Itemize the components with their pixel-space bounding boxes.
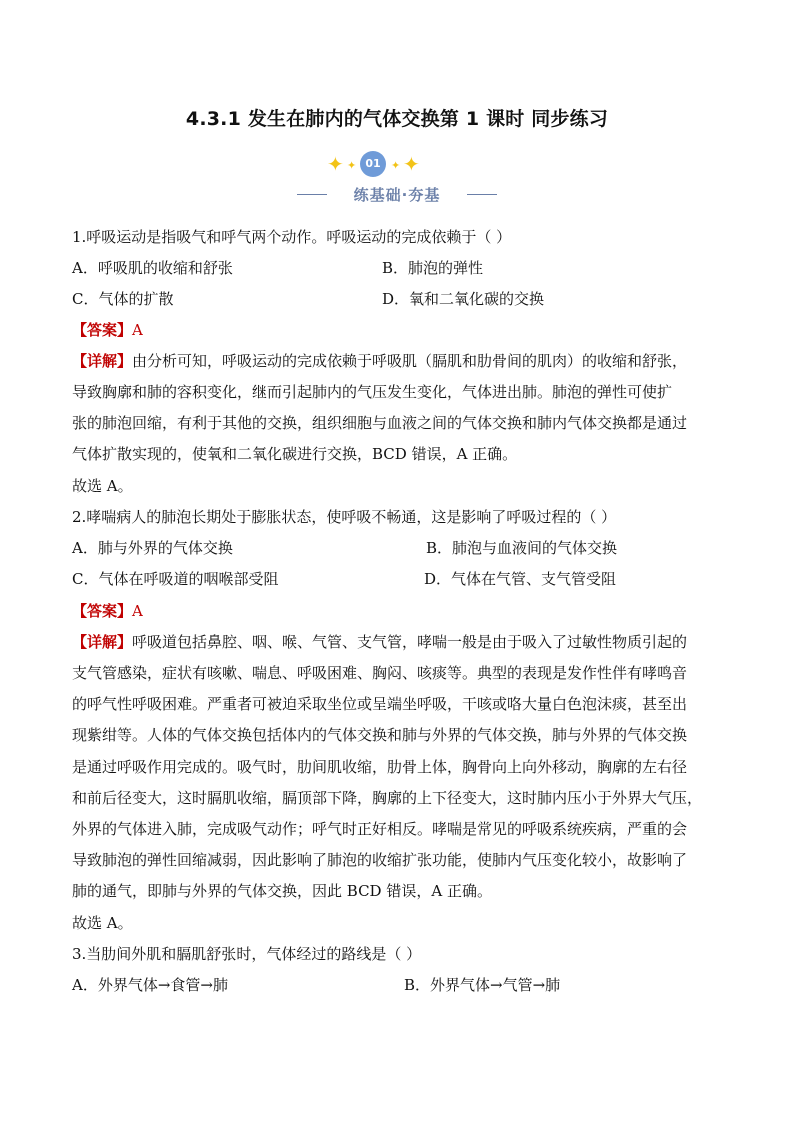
answer-value: A: [132, 602, 143, 620]
detail-line: 和前后径变大，这时膈肌收缩，膈顶部下降，胸廓的上下径变大，这时肺内压小于外界大气压，: [72, 789, 703, 807]
answer-tag: 【答案】: [72, 321, 133, 339]
detail-line: 气体扩散实现的，使氧和二氧化碳进行交换，BCD 错误，A 正确。: [72, 445, 518, 463]
question-stem: 2.哮喘病人的肺泡长期处于膨胀状态，使呼吸不畅通，这是影响了呼吸过程的（ ）: [72, 508, 617, 526]
detail-line: 的呼气性呼吸困难。严重者可被迫采取坐位或呈端坐呼吸，干咳或咯大量白色泡沫痰，甚至出: [72, 695, 688, 713]
section-number-badge: 01: [360, 151, 386, 177]
option-a: A．外界气体→食管→肺: [72, 976, 228, 994]
sparkle-icon: ✦: [327, 152, 344, 176]
detail-tag: 【详解】: [72, 352, 133, 370]
option-b: B．肺泡的弹性: [382, 259, 484, 277]
section-banner: [297, 148, 497, 204]
option-c: C．气体的扩散: [72, 290, 174, 308]
divider: [467, 194, 497, 195]
detail-line: 现紫绀等。人体的气体交换包括体内的气体交换和肺与外界的气体交换，肺与外界的气体交换: [72, 726, 688, 744]
detail-line: 支气管感染，症状有咳嗽、喘息、呼吸困难、胸闷、咳痰等。典型的表现是发作性伴有哮鸣音: [72, 664, 688, 682]
conclusion: 故选 A。: [72, 914, 133, 932]
sparkle-icon: ✦: [391, 159, 401, 172]
answer-tag: 【答案】: [72, 602, 133, 620]
answer-line: [72, 601, 143, 621]
detail-line: 外界的气体进入肺，完成吸气动作；呼气时正好相反。哮喘是常见的呼吸系统疾病，严重的会: [72, 820, 688, 838]
section-subtitle: 练基础·夯基: [353, 186, 441, 204]
option-d: D．氧和二氧化碳的交换: [382, 290, 545, 308]
sparkle-icon: ✦: [347, 159, 357, 172]
option-b: B．外界气体→气管→肺: [404, 976, 561, 994]
sparkle-icon: ✦: [403, 152, 420, 176]
divider: [297, 194, 327, 195]
detail-line: 【详解】呼吸道包括鼻腔、咽、喉、气管、支气管，哮喘一般是由于吸入了过敏性物质引起的: [72, 633, 688, 651]
detail-tag: 【详解】: [72, 633, 133, 651]
section-subtitle-row: [297, 184, 497, 204]
question-stem: 3.当肋间外肌和膈肌舒张时，气体经过的路线是（ ）: [72, 945, 422, 963]
option-a: A．呼吸肌的收缩和舒张: [72, 259, 233, 277]
detail-line: 【详解】由分析可知，呼吸运动的完成依赖于呼吸肌（膈肌和肋骨间的肌肉）的收缩和舒张，: [72, 352, 688, 370]
option-b: B．肺泡与血液间的气体交换: [426, 539, 618, 557]
option-d: D．气体在气管、支气管受阻: [424, 570, 617, 588]
detail-line: 肺的通气，即肺与外界的气体交换，因此 BCD 错误，A 正确。: [72, 882, 492, 900]
detail-line: 张的肺泡回缩，有利于其他的交换，组织细胞与血液之间的气体交换和肺内气体交换都是通过: [72, 414, 688, 432]
conclusion: 故选 A。: [72, 477, 133, 495]
question-stem: 1.呼吸运动是指吸气和呼气两个动作。呼吸运动的完成依赖于（ ）: [72, 228, 512, 246]
detail-line: 导致胸廓和肺的容积变化，继而引起肺内的气压发生变化，气体进出肺。肺泡的弹性可使扩: [72, 383, 673, 401]
option-a: A．肺与外界的气体交换: [72, 539, 233, 557]
answer-line: [72, 320, 143, 340]
detail-line: 是通过呼吸作用完成的。吸气时，肋间肌收缩，肋骨上体，胸骨向上向外移动，胸廓的左右径: [72, 758, 688, 776]
option-c: C．气体在呼吸道的咽喉部受阻: [72, 570, 279, 588]
detail-line: 导致肺泡的弹性回缩减弱，因此影响了肺泡的收缩扩张功能，使肺内气压变化较小，故影响了: [72, 851, 688, 869]
answer-value: A: [132, 321, 143, 339]
page-title: 4.3.1 发生在肺内的气体交换第 1 课时 同步练习: [185, 108, 609, 130]
